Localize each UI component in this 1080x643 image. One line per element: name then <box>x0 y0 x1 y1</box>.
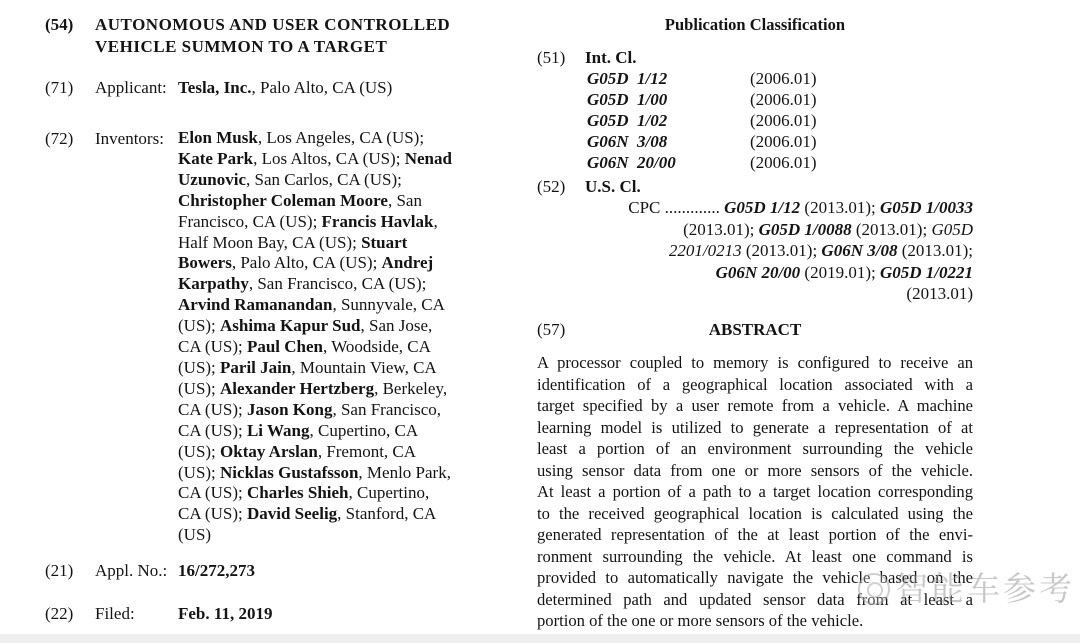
inventors-label: Inventors: <box>95 129 164 148</box>
field-number-51: (51) <box>537 48 566 67</box>
field-inventors <box>45 128 452 546</box>
int-cl-entry <box>587 110 973 131</box>
inventors-line: Arvind Ramanandan, Sunnyvale, CA <box>178 295 445 315</box>
inventors-line: (US); Alexander Hertzberg, Berkeley, <box>178 378 448 398</box>
inventors-line: Bowers, Palo Alto, CA (US); Andrej <box>178 253 434 273</box>
cpc-classification-block <box>585 197 973 305</box>
publication-classification-header: Publication Classification <box>664 15 846 34</box>
inventors-line: (US); Nicklas Gustafsson, Menlo Park, <box>178 462 451 482</box>
field-int-cl <box>537 47 973 68</box>
inventors-line: CA (US); David Seelig, Stanford, CA <box>178 504 437 524</box>
field-title <box>45 14 450 58</box>
field-number-22: (22) <box>45 604 74 623</box>
abstract-line: ronment surrounding the vehicle. At least one command is <box>537 546 973 566</box>
application-number-label: Appl. No.: <box>95 561 168 580</box>
int-cl-year: (2006.01) <box>750 132 817 151</box>
int-cl-year: (2006.01) <box>750 111 817 130</box>
abstract-line: portion of the one or more sensors of the vehicle. <box>537 611 864 630</box>
cpc-line: CPC ............. G05D 1/12 (2013.01); G05D 1/0033 <box>628 198 973 217</box>
int-cl-entry <box>587 152 973 173</box>
abstract-line: generated representation of the at least portion of the envi- <box>537 525 973 544</box>
abstract-heading: ABSTRACT <box>708 320 802 339</box>
field-number-54: (54) <box>45 15 74 34</box>
inventors-line: (US); Paril Jain, Mountain View, CA <box>178 357 437 377</box>
field-filed-date <box>45 603 272 624</box>
cpc-line: 2201/0213 (2013.01); G06N 3/08 (2013.01); <box>668 241 973 260</box>
watermark <box>858 569 1075 608</box>
inventors-line: CA (US); Charles Shieh, Cupertino, <box>178 483 430 503</box>
abstract-line: determined path and updated sensor data from at least a <box>537 589 973 609</box>
int-cl-year: (2006.01) <box>750 153 817 172</box>
int-cl-code: G05D 1/12 <box>587 69 668 88</box>
cpc-line: (2013.01) <box>906 284 973 303</box>
int-cl-entry <box>587 68 973 89</box>
inventors-line: (US); Oktay Arslan, Fremont, CA <box>178 441 417 461</box>
inventors-line: Kate Park, Los Altos, CA (US); Nenad <box>178 148 452 168</box>
int-cl-code: G05D 1/00 <box>587 90 668 109</box>
int-cl-entry <box>587 89 973 110</box>
inventors-line: Francisco, CA (US); Francis Havlak, <box>178 211 438 231</box>
inventors-line: Half Moon Bay, CA (US); Stuart <box>178 232 408 252</box>
cpc-line: (2013.01); G05D 1/0088 (2013.01); G05D <box>683 219 973 239</box>
field-number-57: (57) <box>537 320 566 339</box>
field-number-72: (72) <box>45 129 74 148</box>
inventors-line: Karpathy, San Francisco, CA (US); <box>178 274 427 294</box>
int-cl-label: Int. Cl. <box>585 48 637 67</box>
abstract-header-row <box>537 320 973 342</box>
inventors-line: CA (US); Li Wang, Cupertino, CA <box>178 420 419 440</box>
applicant-label: Applicant: <box>95 78 167 97</box>
int-cl-year: (2006.01) <box>750 69 817 88</box>
abstract-line: using sensor data from one or more sensors of the vehicle. <box>537 460 973 480</box>
patent-title-line: VEHICLE SUMMON TO A TARGET <box>95 37 388 56</box>
field-application-number <box>45 560 255 581</box>
application-number-value: 16/272,273 <box>178 561 255 580</box>
applicant-value <box>178 77 392 98</box>
abstract-line: learning model is utilized to generate a representation of at <box>537 417 973 437</box>
footer-strip <box>0 634 1080 643</box>
inventors-line: Elon Musk, Los Angeles, CA (US); <box>178 128 425 147</box>
int-cl-entry <box>587 131 973 152</box>
applicant-name: Tesla, Inc. <box>178 78 252 97</box>
cpc-line: G06N 20/00 (2019.01); G05D 1/0221 <box>715 262 973 282</box>
watermark-logo-icon <box>858 573 890 605</box>
field-number-71: (71) <box>45 78 74 97</box>
abstract-line: At least a portion of a path to a target location corresponding <box>537 482 973 501</box>
inventors-list <box>178 128 452 546</box>
abstract-line: provided to automatically navigate the vehicle based on the <box>537 568 973 587</box>
filed-label: Filed: <box>95 604 135 623</box>
abstract-line: least a portion of an environment surrounding the vehicle <box>537 439 973 458</box>
field-number-21: (21) <box>45 561 74 580</box>
int-cl-code: G06N 3/08 <box>587 132 668 151</box>
inventors-line: (US) <box>178 525 212 545</box>
int-cl-code: G06N 20/00 <box>587 153 676 172</box>
abstract-line: A processor coupled to memory is configured to receive an <box>537 353 973 372</box>
int-cl-code: G05D 1/02 <box>587 111 668 130</box>
applicant-location: , Palo Alto, CA (US) <box>251 78 393 97</box>
filed-date-value: Feb. 11, 2019 <box>178 604 273 623</box>
int-cl-year: (2006.01) <box>750 90 817 109</box>
inventors-line: Uzunovic, San Carlos, CA (US); <box>178 169 402 189</box>
patent-title <box>95 14 450 58</box>
abstract-line: target specified by a user remote from a vehicle. A machine <box>537 396 973 415</box>
int-cl-entries <box>587 68 973 173</box>
abstract-line: to the received geographical location is calculated using the <box>537 503 973 523</box>
abstract-line: identification of a geographical location associated with a <box>537 374 973 394</box>
field-us-cl <box>537 176 973 197</box>
field-applicant <box>45 77 392 98</box>
watermark-text: 智能车参考 <box>895 569 1075 608</box>
inventors-line: Christopher Coleman Moore, San <box>178 190 422 210</box>
us-cl-label: U.S. Cl. <box>585 177 641 196</box>
inventors-line: CA (US); Paul Chen, Woodside, CA <box>178 337 431 357</box>
inventors-line: CA (US); Jason Kong, San Francisco, <box>178 399 442 419</box>
field-number-52: (52) <box>537 177 566 196</box>
patent-title-line: AUTONOMOUS AND USER CONTROLLED <box>95 15 451 34</box>
inventors-line: (US); Ashima Kapur Sud, San Jose, <box>178 316 433 336</box>
